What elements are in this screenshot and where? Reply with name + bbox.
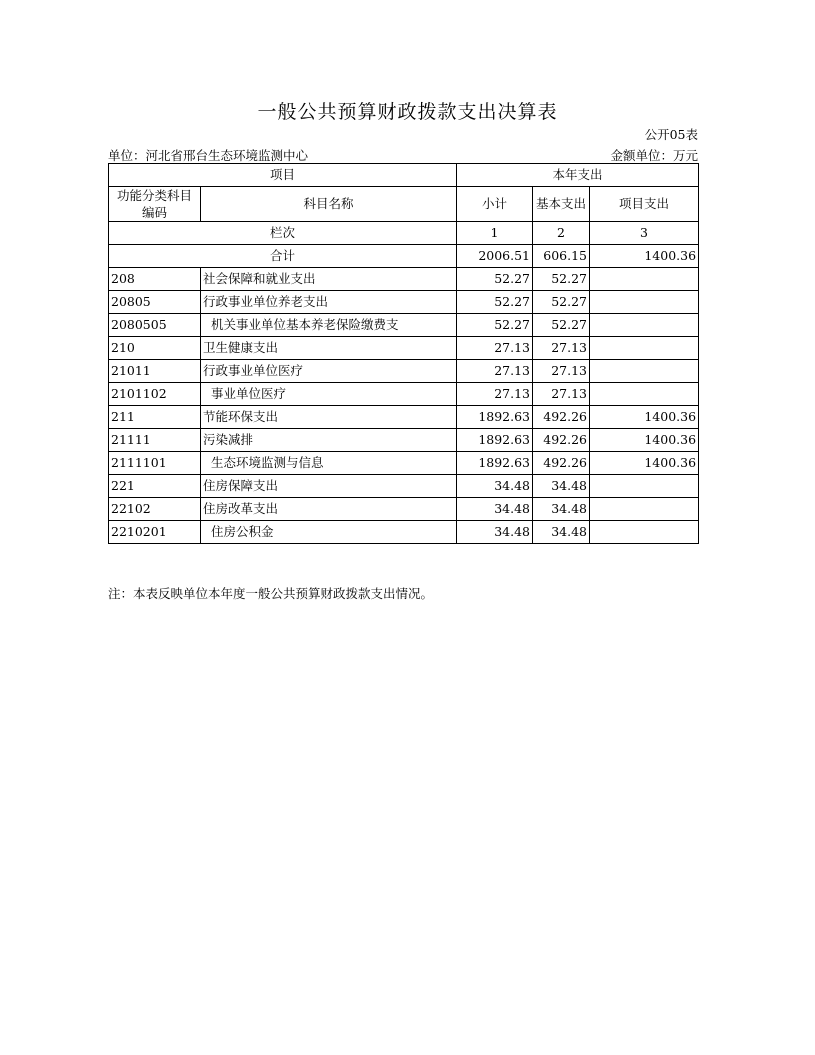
basic-expense-cell: 34.48 [533,475,590,498]
subject-name-cell: 住房公积金 [201,521,457,544]
subject-name-cell: 污染减排 [201,429,457,452]
subtotal-cell: 52.27 [457,268,533,291]
table-row [109,498,699,521]
subject-name-cell: 行政事业单位养老支出 [201,291,457,314]
header-current-year-expense: 本年支出 [457,164,699,187]
subject-name-cell: 行政事业单位医疗 [201,360,457,383]
subject-name-cell: 住房保障支出 [201,475,457,498]
subtotal-cell: 52.27 [457,314,533,337]
column-order-2: 2 [533,222,590,245]
subject-name-cell: 事业单位医疗 [201,383,457,406]
form-number: 公开05表 [644,127,698,142]
subject-name-cell: 卫生健康支出 [201,337,457,360]
total-label: 合计 [109,245,457,268]
subtotal-cell: 27.13 [457,383,533,406]
basic-expense-cell: 52.27 [533,291,590,314]
project-expense-cell: 1400.36 [590,429,699,452]
code-cell: 2210201 [109,521,201,544]
table-row [109,268,699,291]
code-cell: 211 [109,406,201,429]
header-subject-name: 科目名称 [201,187,457,222]
subject-name-cell: 机关事业单位基本养老保险缴费支 [201,314,457,337]
subtotal-cell: 1892.63 [457,452,533,475]
table-row [109,429,699,452]
subject-name-cell: 社会保障和就业支出 [201,268,457,291]
project-expense-cell: 1400.36 [590,452,699,475]
total-project: 1400.36 [590,245,699,268]
subtotal-cell: 34.48 [457,498,533,521]
code-cell: 2101102 [109,383,201,406]
subject-name-cell: 住房改革支出 [201,498,457,521]
table-row [109,314,699,337]
subtotal-cell: 27.13 [457,360,533,383]
footnote: 注：本表反映单位本年度一般公共预算财政拨款支出情况。 [108,586,434,601]
column-order-1: 1 [457,222,533,245]
table-row [109,383,699,406]
subject-name-cell: 生态环境监测与信息 [201,452,457,475]
basic-expense-cell: 34.48 [533,498,590,521]
subtotal-cell: 1892.63 [457,406,533,429]
project-expense-cell [590,337,699,360]
code-cell: 20805 [109,291,201,314]
total-subtotal: 2006.51 [457,245,533,268]
amount-unit-label: 金额单位：万元 [610,148,698,163]
total-basic: 606.15 [533,245,590,268]
table-row [109,406,699,429]
table-row [109,521,699,544]
code-cell: 210 [109,337,201,360]
subtotal-cell: 52.27 [457,291,533,314]
header-func-code: 功能分类科目编码 [109,187,201,222]
subtotal-cell: 27.13 [457,337,533,360]
total-row [109,245,699,268]
unit-label: 单位：河北省邢台生态环境监测中心 [108,148,309,163]
subtotal-cell: 1892.63 [457,429,533,452]
header-subtotal: 小计 [457,187,533,222]
subtotal-cell: 34.48 [457,521,533,544]
code-cell: 208 [109,268,201,291]
code-cell: 2111101 [109,452,201,475]
column-order-row [109,222,699,245]
table-row [109,452,699,475]
header-row-top [109,164,699,187]
basic-expense-cell: 27.13 [533,360,590,383]
basic-expense-cell: 34.48 [533,521,590,544]
code-cell: 21111 [109,429,201,452]
project-expense-cell: 1400.36 [590,406,699,429]
basic-expense-cell: 52.27 [533,314,590,337]
header-item: 项目 [109,164,457,187]
project-expense-cell [590,475,699,498]
header-project-expense: 项目支出 [590,187,699,222]
basic-expense-cell: 27.13 [533,337,590,360]
basic-expense-cell: 52.27 [533,268,590,291]
expense-table [108,163,699,544]
table-row [109,291,699,314]
project-expense-cell [590,383,699,406]
basic-expense-cell: 492.26 [533,429,590,452]
project-expense-cell [590,268,699,291]
project-expense-cell [590,314,699,337]
code-cell: 22102 [109,498,201,521]
code-cell: 2080505 [109,314,201,337]
header-row-columns [109,187,699,222]
code-cell: 221 [109,475,201,498]
project-expense-cell [590,521,699,544]
subject-name-cell: 节能环保支出 [201,406,457,429]
basic-expense-cell: 492.26 [533,406,590,429]
column-order-label: 栏次 [109,222,457,245]
column-order-3: 3 [590,222,699,245]
table-row [109,337,699,360]
project-expense-cell [590,498,699,521]
table-row [109,475,699,498]
report-title: 一般公共预算财政拨款支出决算表 [257,101,558,123]
project-expense-cell [590,291,699,314]
header-basic-expense: 基本支出 [533,187,590,222]
code-cell: 21011 [109,360,201,383]
basic-expense-cell: 27.13 [533,383,590,406]
table-row [109,360,699,383]
subtotal-cell: 34.48 [457,475,533,498]
project-expense-cell [590,360,699,383]
basic-expense-cell: 492.26 [533,452,590,475]
